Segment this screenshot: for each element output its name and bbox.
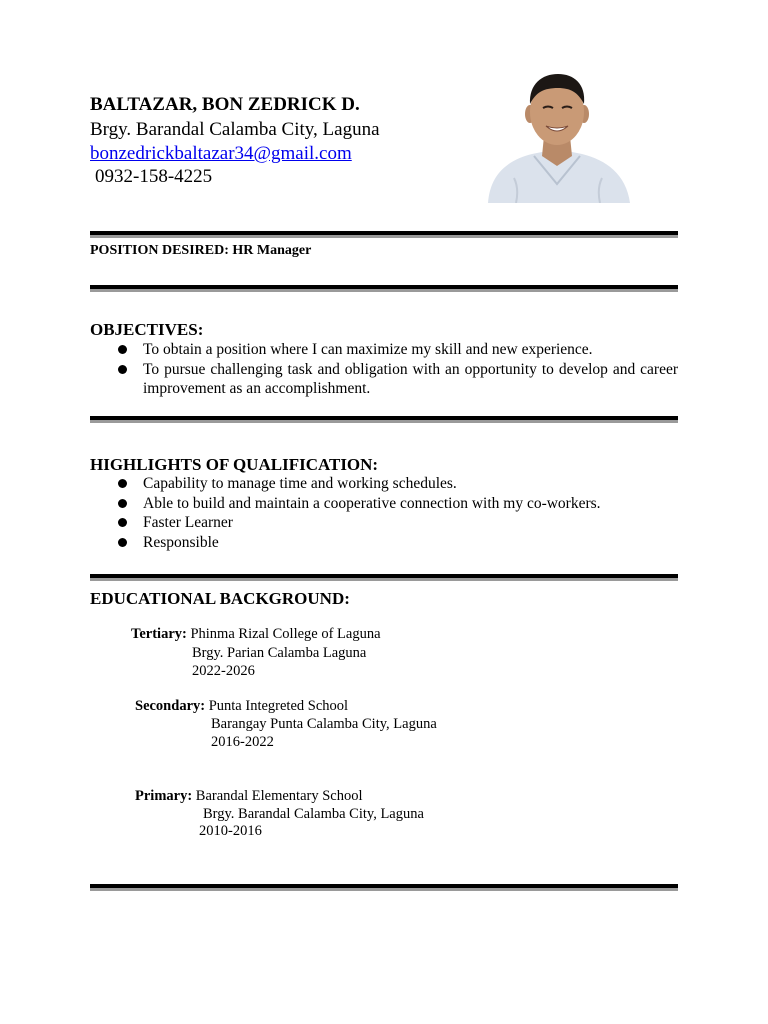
bullet-icon <box>118 538 127 547</box>
primary-school: Barandal Elementary School <box>195 788 363 804</box>
list-item: Responsible <box>90 533 678 553</box>
section-divider <box>90 884 678 891</box>
objectives-heading: OBJECTIVES: <box>90 320 204 339</box>
bullet-icon <box>118 518 127 527</box>
secondary-school: Punta Integreted School <box>208 698 349 714</box>
applicant-name: BALTAZAR, BON ZEDRICK D. <box>90 94 360 115</box>
bullet-icon <box>118 365 127 374</box>
secondary-years: 2016-2022 <box>211 734 274 750</box>
list-item: To pursue challenging task and obligation with an opportunity to develop and career improvement as an accomplishment. <box>90 360 678 399</box>
section-divider <box>90 285 678 292</box>
tertiary-years: 2022-2026 <box>192 663 255 679</box>
list-item: Able to build and maintain a cooperative connection with my co-workers. <box>90 494 678 514</box>
list-item: To obtain a position where I can maximize my skill and new experience. <box>90 340 678 360</box>
tertiary-address: Brgy. Parian Calamba Laguna <box>192 645 367 661</box>
phone-number: 0932-158-4225 <box>95 166 213 187</box>
secondary-entry <box>135 697 348 715</box>
primary-years: 2010-2016 <box>199 823 262 839</box>
bullet-icon <box>118 499 127 508</box>
education-heading: EDUCATIONAL BACKGROUND: <box>90 589 350 608</box>
primary-address: Brgy. Barandal Calamba City, Laguna <box>203 806 424 822</box>
position-desired: POSITION DESIRED: HR Manager <box>90 243 312 258</box>
email-link[interactable]: bonzedrickbaltazar34@gmail.com <box>90 143 352 164</box>
secondary-label: Secondary: <box>135 698 206 714</box>
section-divider <box>90 416 678 423</box>
applicant-address: Brgy. Barandal Calamba City, Laguna <box>90 119 380 140</box>
primary-entry <box>135 787 363 805</box>
objectives-list <box>90 340 678 399</box>
section-divider <box>90 231 678 238</box>
section-divider <box>90 574 678 581</box>
highlights-heading: HIGHLIGHTS OF QUALIFICATION: <box>90 455 379 474</box>
bullet-icon <box>118 479 127 488</box>
bullet-icon <box>118 345 127 354</box>
secondary-address: Barangay Punta Calamba City, Laguna <box>211 716 437 732</box>
profile-photo <box>474 66 640 203</box>
list-item: Faster Learner <box>90 513 678 533</box>
highlights-list <box>90 474 678 552</box>
tertiary-school: Phinma Rizal College of Laguna <box>190 626 381 642</box>
list-item: Capability to manage time and working schedules. <box>90 474 678 494</box>
tertiary-label: Tertiary: <box>131 626 187 642</box>
primary-label: Primary: <box>135 788 193 804</box>
tertiary-entry <box>131 625 381 643</box>
